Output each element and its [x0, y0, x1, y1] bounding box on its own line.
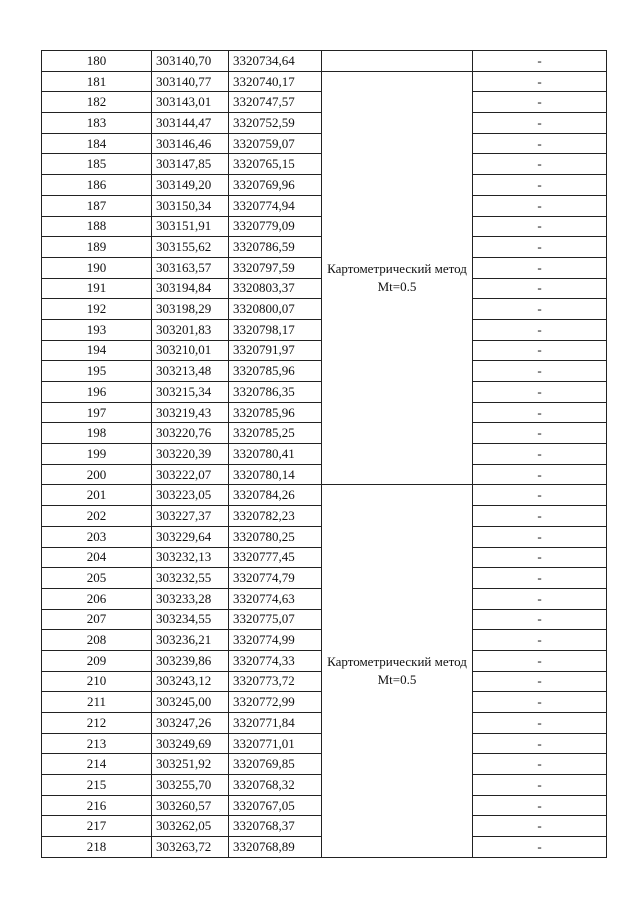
x-coordinate-cell: 303232,55: [152, 568, 229, 589]
y-coordinate-cell: 3320803,37: [229, 278, 322, 299]
y-coordinate-cell: 3320774,79: [229, 568, 322, 589]
accuracy-cell: -: [473, 299, 607, 320]
point-number-cell: 205: [42, 568, 152, 589]
accuracy-cell: -: [473, 609, 607, 630]
x-coordinate-cell: 303140,77: [152, 71, 229, 92]
accuracy-cell: -: [473, 92, 607, 113]
x-coordinate-cell: 303227,37: [152, 506, 229, 527]
accuracy-cell: -: [473, 51, 607, 72]
x-coordinate-cell: 303263,72: [152, 837, 229, 858]
point-number-cell: 191: [42, 278, 152, 299]
x-coordinate-cell: 303220,39: [152, 444, 229, 465]
y-coordinate-cell: 3320785,96: [229, 402, 322, 423]
accuracy-cell: -: [473, 568, 607, 589]
point-number-cell: 190: [42, 257, 152, 278]
x-coordinate-cell: 303201,83: [152, 319, 229, 340]
y-coordinate-cell: 3320771,01: [229, 733, 322, 754]
y-coordinate-cell: 3320780,14: [229, 464, 322, 485]
y-coordinate-cell: 3320797,59: [229, 257, 322, 278]
x-coordinate-cell: 303147,85: [152, 154, 229, 175]
x-coordinate-cell: 303150,34: [152, 195, 229, 216]
x-coordinate-cell: 303249,69: [152, 733, 229, 754]
y-coordinate-cell: 3320800,07: [229, 299, 322, 320]
accuracy-cell: -: [473, 133, 607, 154]
point-number-cell: 198: [42, 423, 152, 444]
accuracy-cell: -: [473, 216, 607, 237]
accuracy-cell: -: [473, 278, 607, 299]
point-number-cell: 217: [42, 816, 152, 837]
table-row: [42, 71, 607, 92]
accuracy-cell: -: [473, 630, 607, 651]
x-coordinate-cell: 303194,84: [152, 278, 229, 299]
x-coordinate-cell: 303234,55: [152, 609, 229, 630]
x-coordinate-cell: 303215,34: [152, 382, 229, 403]
accuracy-cell: -: [473, 485, 607, 506]
point-number-cell: 215: [42, 775, 152, 796]
point-number-cell: 208: [42, 630, 152, 651]
table-row: [42, 485, 607, 506]
x-coordinate-cell: 303146,46: [152, 133, 229, 154]
point-number-cell: 209: [42, 650, 152, 671]
point-number-cell: 206: [42, 588, 152, 609]
x-coordinate-cell: 303198,29: [152, 299, 229, 320]
accuracy-cell: -: [473, 175, 607, 196]
method-cell: Картометрический метод Mt=0.5: [322, 485, 473, 857]
point-number-cell: 203: [42, 526, 152, 547]
point-number-cell: 180: [42, 51, 152, 72]
method-cell: [322, 51, 473, 72]
accuracy-cell: -: [473, 257, 607, 278]
method-cell: Картометрический метод Mt=0.5: [322, 71, 473, 485]
accuracy-cell: -: [473, 444, 607, 465]
point-number-cell: 195: [42, 361, 152, 382]
accuracy-cell: -: [473, 650, 607, 671]
x-coordinate-cell: 303260,57: [152, 795, 229, 816]
y-coordinate-cell: 3320752,59: [229, 113, 322, 134]
y-coordinate-cell: 3320769,85: [229, 754, 322, 775]
point-number-cell: 213: [42, 733, 152, 754]
accuracy-cell: -: [473, 237, 607, 258]
y-coordinate-cell: 3320777,45: [229, 547, 322, 568]
y-coordinate-cell: 3320784,26: [229, 485, 322, 506]
y-coordinate-cell: 3320773,72: [229, 671, 322, 692]
x-coordinate-cell: 303232,13: [152, 547, 229, 568]
point-number-cell: 202: [42, 506, 152, 527]
x-coordinate-cell: 303223,05: [152, 485, 229, 506]
x-coordinate-cell: 303255,70: [152, 775, 229, 796]
x-coordinate-cell: 303233,28: [152, 588, 229, 609]
accuracy-cell: -: [473, 692, 607, 713]
accuracy-cell: -: [473, 195, 607, 216]
x-coordinate-cell: 303247,26: [152, 713, 229, 734]
x-coordinate-cell: 303243,12: [152, 671, 229, 692]
x-coordinate-cell: 303239,86: [152, 650, 229, 671]
y-coordinate-cell: 3320767,05: [229, 795, 322, 816]
y-coordinate-cell: 3320780,25: [229, 526, 322, 547]
y-coordinate-cell: 3320785,25: [229, 423, 322, 444]
point-number-cell: 182: [42, 92, 152, 113]
accuracy-cell: -: [473, 733, 607, 754]
x-coordinate-cell: 303163,57: [152, 257, 229, 278]
point-number-cell: 214: [42, 754, 152, 775]
x-coordinate-cell: 303220,76: [152, 423, 229, 444]
point-number-cell: 189: [42, 237, 152, 258]
accuracy-cell: -: [473, 526, 607, 547]
accuracy-cell: -: [473, 506, 607, 527]
y-coordinate-cell: 3320768,89: [229, 837, 322, 858]
point-number-cell: 184: [42, 133, 152, 154]
x-coordinate-cell: 303229,64: [152, 526, 229, 547]
x-coordinate-cell: 303210,01: [152, 340, 229, 361]
y-coordinate-cell: 3320771,84: [229, 713, 322, 734]
accuracy-cell: -: [473, 837, 607, 858]
x-coordinate-cell: 303245,00: [152, 692, 229, 713]
y-coordinate-cell: 3320740,17: [229, 71, 322, 92]
y-coordinate-cell: 3320774,33: [229, 650, 322, 671]
y-coordinate-cell: 3320782,23: [229, 506, 322, 527]
point-number-cell: 183: [42, 113, 152, 134]
y-coordinate-cell: 3320759,07: [229, 133, 322, 154]
accuracy-cell: -: [473, 795, 607, 816]
accuracy-cell: -: [473, 671, 607, 692]
table-body: [42, 51, 607, 858]
y-coordinate-cell: 3320747,57: [229, 92, 322, 113]
accuracy-cell: -: [473, 113, 607, 134]
point-number-cell: 211: [42, 692, 152, 713]
x-coordinate-cell: 303222,07: [152, 464, 229, 485]
point-number-cell: 187: [42, 195, 152, 216]
x-coordinate-cell: 303140,70: [152, 51, 229, 72]
point-number-cell: 196: [42, 382, 152, 403]
accuracy-cell: -: [473, 816, 607, 837]
accuracy-cell: -: [473, 754, 607, 775]
accuracy-cell: -: [473, 319, 607, 340]
y-coordinate-cell: 3320734,64: [229, 51, 322, 72]
y-coordinate-cell: 3320786,59: [229, 237, 322, 258]
coordinates-table: [41, 50, 607, 858]
x-coordinate-cell: 303149,20: [152, 175, 229, 196]
y-coordinate-cell: 3320775,07: [229, 609, 322, 630]
point-number-cell: 207: [42, 609, 152, 630]
point-number-cell: 201: [42, 485, 152, 506]
accuracy-cell: -: [473, 775, 607, 796]
point-number-cell: 193: [42, 319, 152, 340]
accuracy-cell: -: [473, 340, 607, 361]
point-number-cell: 210: [42, 671, 152, 692]
accuracy-cell: -: [473, 423, 607, 444]
y-coordinate-cell: 3320768,32: [229, 775, 322, 796]
y-coordinate-cell: 3320779,09: [229, 216, 322, 237]
point-number-cell: 204: [42, 547, 152, 568]
point-number-cell: 192: [42, 299, 152, 320]
point-number-cell: 186: [42, 175, 152, 196]
accuracy-cell: -: [473, 402, 607, 423]
accuracy-cell: -: [473, 382, 607, 403]
point-number-cell: 188: [42, 216, 152, 237]
point-number-cell: 199: [42, 444, 152, 465]
x-coordinate-cell: 303213,48: [152, 361, 229, 382]
y-coordinate-cell: 3320774,99: [229, 630, 322, 651]
x-coordinate-cell: 303251,92: [152, 754, 229, 775]
point-number-cell: 181: [42, 71, 152, 92]
accuracy-cell: -: [473, 361, 607, 382]
y-coordinate-cell: 3320780,41: [229, 444, 322, 465]
x-coordinate-cell: 303262,05: [152, 816, 229, 837]
point-number-cell: 194: [42, 340, 152, 361]
y-coordinate-cell: 3320765,15: [229, 154, 322, 175]
table-row: [42, 51, 607, 72]
accuracy-cell: -: [473, 71, 607, 92]
point-number-cell: 185: [42, 154, 152, 175]
x-coordinate-cell: 303236,21: [152, 630, 229, 651]
accuracy-cell: -: [473, 713, 607, 734]
y-coordinate-cell: 3320791,97: [229, 340, 322, 361]
y-coordinate-cell: 3320768,37: [229, 816, 322, 837]
y-coordinate-cell: 3320774,63: [229, 588, 322, 609]
accuracy-cell: -: [473, 464, 607, 485]
accuracy-cell: -: [473, 154, 607, 175]
x-coordinate-cell: 303151,91: [152, 216, 229, 237]
point-number-cell: 216: [42, 795, 152, 816]
x-coordinate-cell: 303219,43: [152, 402, 229, 423]
accuracy-cell: -: [473, 588, 607, 609]
accuracy-cell: -: [473, 547, 607, 568]
point-number-cell: 212: [42, 713, 152, 734]
y-coordinate-cell: 3320774,94: [229, 195, 322, 216]
y-coordinate-cell: 3320772,99: [229, 692, 322, 713]
y-coordinate-cell: 3320786,35: [229, 382, 322, 403]
y-coordinate-cell: 3320769,96: [229, 175, 322, 196]
x-coordinate-cell: 303155,62: [152, 237, 229, 258]
y-coordinate-cell: 3320785,96: [229, 361, 322, 382]
point-number-cell: 218: [42, 837, 152, 858]
point-number-cell: 200: [42, 464, 152, 485]
y-coordinate-cell: 3320798,17: [229, 319, 322, 340]
x-coordinate-cell: 303143,01: [152, 92, 229, 113]
x-coordinate-cell: 303144,47: [152, 113, 229, 134]
point-number-cell: 197: [42, 402, 152, 423]
